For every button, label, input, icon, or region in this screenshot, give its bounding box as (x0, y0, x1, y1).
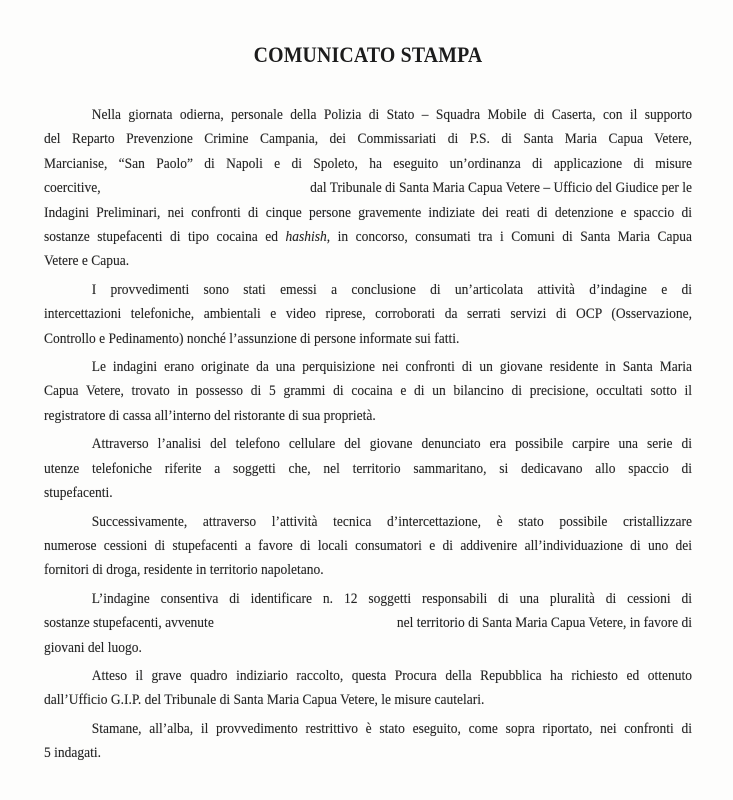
text-run: L’indagine consentiva di identificare n. 12 soggetti responsabili di una pluralità di cessioni di (91, 590, 692, 607)
text-run: Atteso il grave quadro indiziario raccolto, questa Procura della Repubblica ha richiesto ed ottenuto (91, 667, 692, 684)
paragraph (44, 510, 692, 583)
text-line (44, 404, 692, 428)
text-run: coercitive, (44, 180, 101, 197)
text-run: del Reparto Prevenzione Crimine Campania, dei Commissariati di P.S. di Santa Maria Capua Vetere, (44, 131, 692, 148)
text-run: Le indagini erano originate da una perquisizione nei confronti di un giovane residente in Santa Maria (91, 359, 692, 376)
paragraph (44, 587, 692, 660)
document-body (44, 103, 692, 766)
text-line (44, 355, 692, 379)
text-line (44, 432, 692, 456)
text-line (44, 225, 692, 249)
text-run: 5 indagati. (44, 745, 101, 762)
text-line (44, 636, 692, 660)
text-line (44, 611, 692, 635)
text-run: Controllo e Pedinamento) nonché l’assunzione di persone informate sui fatti. (44, 330, 460, 347)
text-run: I provvedimenti sono stati emessi a conclusione di un’articolata attività d’indagine e di (91, 281, 692, 298)
text-line (44, 249, 692, 273)
text-run: sostanze stupefacenti, avvenute (44, 615, 214, 632)
text-line (44, 688, 692, 712)
text-run: intercettazioni telefoniche, ambientali e video riprese, corroborati da serrati servizi di OCP (Osservazione, (44, 306, 692, 323)
text-line (44, 201, 692, 225)
text-line (44, 278, 692, 302)
paragraph (44, 355, 692, 428)
text-run: Nella giornata odierna, personale della Polizia di Stato – Squadra Mobile di Caserta, con il supporto (91, 107, 692, 123)
text-run: Marcianise, “San Paolo” di Napoli e di Spoleto, ha eseguito un’ordinanza di applicazione di misure (44, 155, 692, 172)
text-run: sostanze stupefacenti di tipo cocaina ed (44, 229, 286, 246)
text-run: registratore di cassa all’interno del ristorante di sua proprietà. (44, 407, 376, 424)
text-line (44, 379, 692, 403)
text-line (44, 176, 692, 200)
text-line (44, 534, 692, 558)
paragraph (44, 432, 692, 505)
text-line (44, 717, 692, 741)
text-run: nel territorio di Santa Maria Capua Vetere, in favore di (396, 615, 692, 632)
text-run: Stamane, all’alba, il provvedimento restrittivo è stato eseguito, come sopra riportato, nei confronti di (91, 720, 692, 737)
text-run: fornitori di droga, residente in territorio napoletano. (44, 562, 324, 579)
document-title: COMUNICATO STAMPA (253, 42, 483, 67)
text-run: stupefacenti. (44, 485, 113, 502)
text-line (44, 587, 692, 611)
text-run: utenze telefoniche riferite a soggetti che, nel territorio sammaritano, si dedicavano allo spaccio di (44, 460, 692, 477)
text-line (44, 327, 692, 351)
italic-text-run: hashish (285, 229, 327, 246)
text-line (44, 664, 692, 688)
text-run: Capua Vetere, trovato in possesso di 5 grammi di cocaina e di un bilancino di precisione, occultati sotto il (44, 383, 692, 400)
text-run: , in concorso, consumati tra i Comuni di Santa Maria Capua (326, 229, 692, 246)
text-run: dall’Ufficio G.I.P. del Tribunale di Santa Maria Capua Vetere, le misure cautelari. (44, 692, 485, 709)
text-line (44, 302, 692, 326)
document-content (44, 36, 692, 770)
text-line (44, 127, 692, 151)
text-run: Indagini Preliminari, nei confronti di cinque persone gravemente indiziate dei reati di detenzione e spaccio di (44, 204, 692, 221)
text-line (44, 741, 692, 765)
text-run: Vetere e Capua. (44, 253, 130, 270)
redacted-blank (101, 176, 310, 200)
paragraph (44, 664, 692, 713)
text-line (44, 558, 692, 582)
text-line (44, 152, 692, 176)
redacted-blank (214, 611, 397, 635)
text-run: numerose cessioni di stupefacenti a favore di locali consumatori e di addivenire all’individuazione di uno dei (44, 537, 692, 554)
text-run: giovani del luogo. (44, 639, 142, 656)
text-line (44, 103, 692, 127)
text-run: dal Tribunale di Santa Maria Capua Vetere – Ufficio del Giudice per le (310, 180, 692, 197)
paragraph (44, 278, 692, 351)
text-line (44, 510, 692, 534)
paragraph (44, 717, 692, 766)
paragraph (44, 103, 692, 274)
text-line (44, 481, 692, 505)
text-run: Attraverso l’analisi del telefono cellulare del giovane denunciato era possibile carpire una serie di (91, 436, 692, 453)
text-run: Successivamente, attraverso l’attività tecnica d’intercettazione, è stato possibile cristallizzare (91, 513, 692, 530)
text-line (44, 457, 692, 481)
